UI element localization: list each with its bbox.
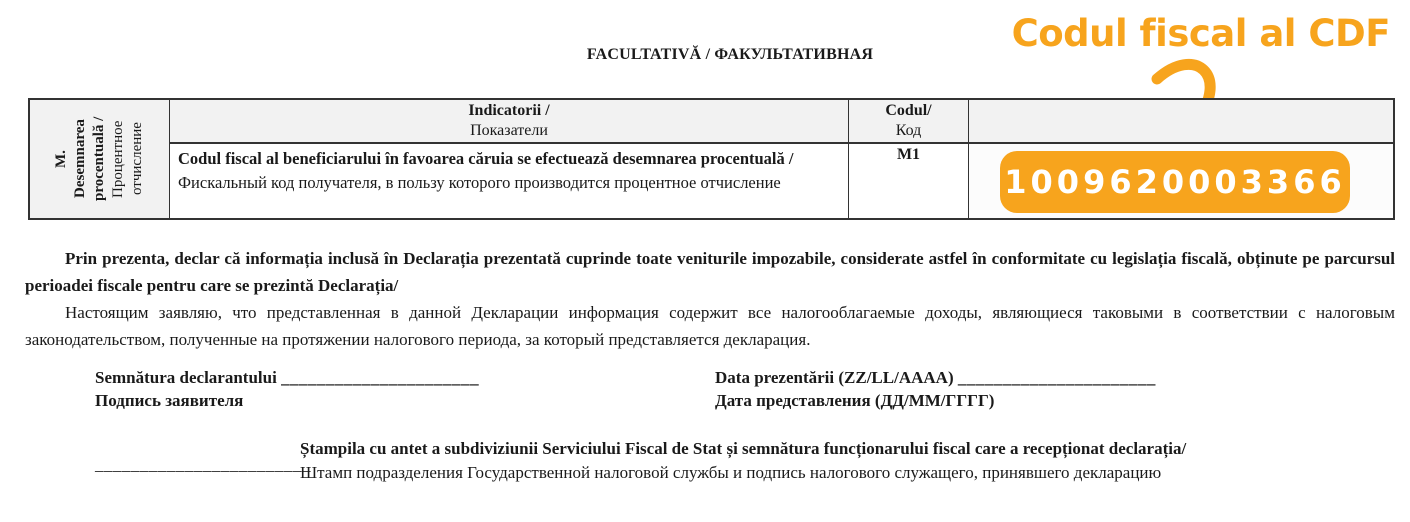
- header-indicators: [170, 100, 848, 144]
- section-label-line: Desemnarea: [72, 119, 88, 199]
- signature-block: [95, 366, 479, 412]
- header-code-ro: Codul/: [885, 102, 932, 119]
- stamp-block: [300, 437, 1360, 485]
- row-indicator-ro: Codul fiscal al beneficiarului în favoarea căruia se efectuează desemnarea procentuală /: [178, 149, 794, 168]
- row-code-m1: M1: [896, 146, 921, 163]
- section-label-rotated: [52, 103, 147, 215]
- stamp-signature-line: ________________________: [95, 455, 311, 474]
- fiscal-code-badge: 1009620003366: [1000, 151, 1350, 213]
- section-label-cell: [30, 100, 170, 218]
- signature-line: ______________________: [281, 368, 480, 387]
- header-code-ru: Код: [895, 122, 922, 139]
- date-line: ______________________: [957, 368, 1156, 387]
- header-indicators-ro: Indicatorii /: [468, 102, 550, 119]
- header-code: [848, 100, 968, 144]
- declaration-ro: Prin prezenta, declar că informația inclusă în Declarația prezentată cuprinde toate veniturile impozabile, considerate astfel în conformitate cu legislația fiscală, obținute pe parcursul perioadei fiscale pentru care se prezintă Declarația/: [25, 249, 1395, 295]
- date-label-ru: Дата представления (ДД/ММ/ГГГГ): [715, 391, 995, 410]
- section-label-line: Процентное: [110, 120, 126, 198]
- declaration-text: [25, 245, 1395, 353]
- date-block: [715, 366, 1156, 412]
- section-label-line: отчисление: [129, 122, 145, 196]
- row-indicator-ru: Фискальный код получателя, в пользу которого производится процентное отчисление: [178, 173, 781, 192]
- signature-label-ro: Semnătura declarantului: [95, 368, 277, 387]
- declaration-ru: Настоящим заявляю, что представленная в данной Декларации информация содержит все налогооблагаемые доходы, являющиеся таковыми в соответствии с налоговым законодательством, полученные на протяжении налогового периода, за который представляется декларация.: [25, 303, 1395, 349]
- signature-label-ru: Подпись заявителя: [95, 391, 244, 410]
- annotation-heading: Codul fiscal al CDF: [1011, 12, 1390, 55]
- date-label-ro: Data prezentării (ZZ/LL/AAAA): [715, 368, 954, 387]
- form-title: FACULTATIVĂ / ФАКУЛЬТАТИВНАЯ: [586, 46, 874, 63]
- section-label-line: M.: [53, 150, 69, 168]
- header-indicators-ru: Показатели: [470, 122, 548, 139]
- stamp-label-ro: Ștampila cu antet a subdiviziunii Serviciului Fiscal de Stat și semnătura funcționarului fiscal care a recepționat declarația/: [300, 439, 1187, 458]
- row-code-cell: [848, 144, 968, 218]
- section-label-line: procentuală /: [91, 116, 107, 202]
- header-value: [968, 100, 1393, 144]
- stamp-label-ru: Штамп подразделения Государственной налоговой службы и подпись налогового служащего, принявшего декларацию: [300, 463, 1162, 482]
- row-indicator-cell: [170, 144, 848, 218]
